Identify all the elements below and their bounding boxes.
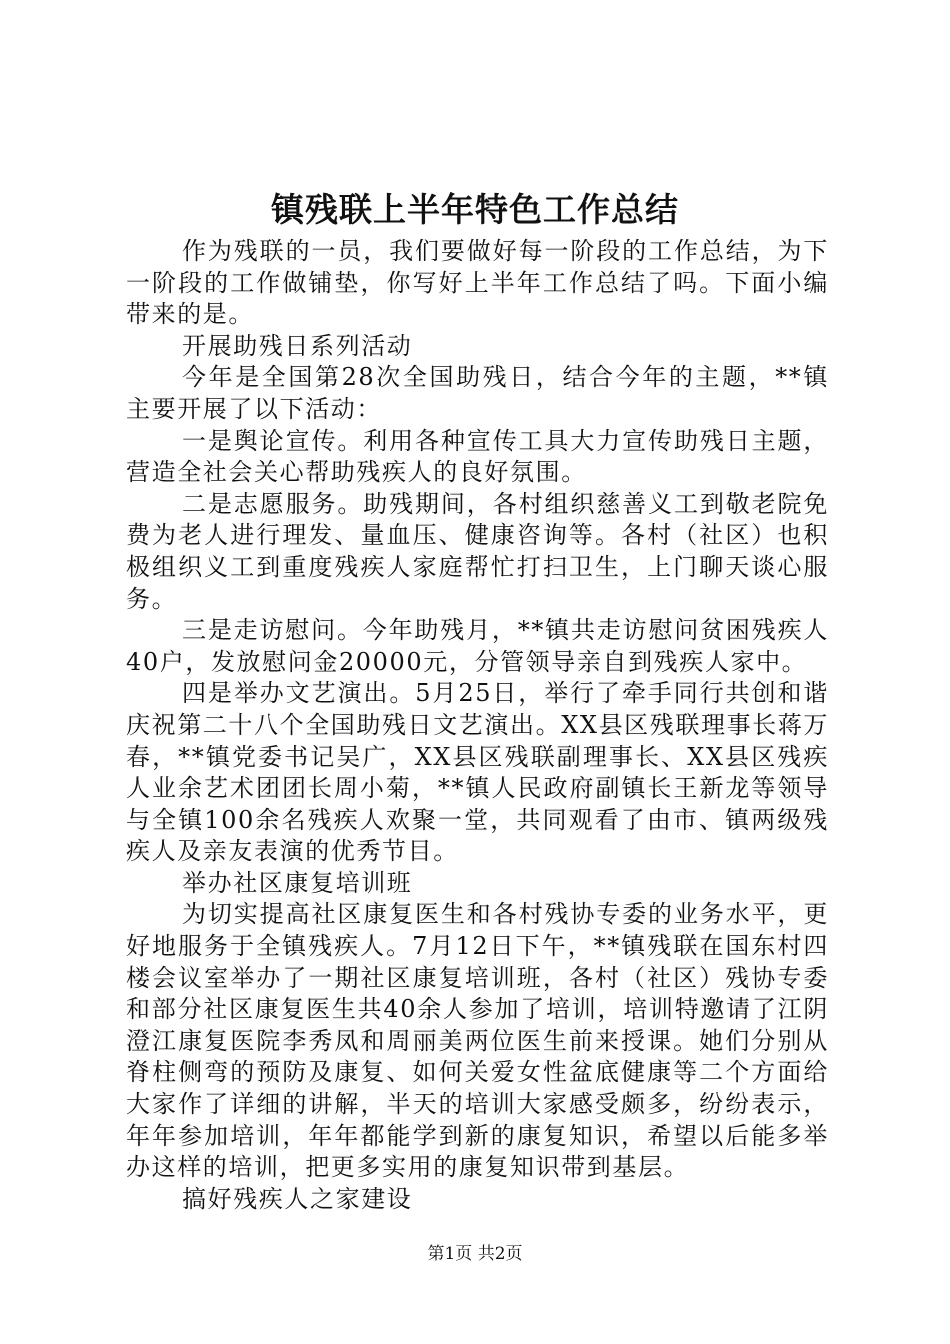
page-footer: 第1页 共2页 <box>427 1244 523 1264</box>
paragraph-performance: 四是举办文艺演出。5月25日，举行了牵手同行共创和谐庆祝第二十八个全国助残日文艺演出。XX县区残联理事长蒋万春，**镇党委书记吴广，XX县区残联副理事长、XX县区残疾人业余艺术团团长周小菊，**镇人民政府副镇长王新龙等领导与全镇100余名残疾人欢聚一堂，共同观看了由市、镇两级残疾人及亲友表演的优秀节目。 <box>126 679 829 866</box>
paragraph-publicity: 一是舆论宣传。利用各种宣传工具大力宣传助残日主题，营造全社会关心帮助残疾人的良好氛围。 <box>126 426 829 487</box>
paragraph-visits: 三是走访慰问。今年助残月，**镇共走访慰问贫困残疾人40户，发放慰问金20000元，分管领导亲自到残疾人家中。 <box>126 616 829 676</box>
paragraph-volunteer: 二是志愿服务。助残期间，各村组织慈善义工到敬老院免费为老人进行理发、量血压、健康咨询等。各村（社区）也积极组织义工到重度残疾人家庭帮忙打扫卫生，上门聊天谈心服务。 <box>126 489 829 613</box>
document-title: 镇残联上半年特色工作总结 <box>271 190 679 229</box>
paragraph-training: 为切实提高社区康复医生和各村残协专委的业务水平，更好地服务于全镇残疾人。7月12日下午，**镇残联在国东村四楼会议室举办了一期社区康复培训班，各村（社区）残协专委和部分社区康复医生共40余人参加了培训，培训特邀请了江阴澄江康复医院李秀凤和周丽美两位医生前来授课。她们分别从脊柱侧弯的预防及康复、如何关爱女性盆底健康等二个方面给大家作了详细的讲解，半天的培训大家感受颇多，纷纷表示，年年参加培训，年年都能学到新的康复知识，希望以后能多举办这样的培训，把更多实用的康复知识带到基层。 <box>126 900 829 1182</box>
section-heading-home-construction: 搞好残疾人之家建设 <box>182 1184 413 1213</box>
paragraph-activities-intro: 今年是全国第28次全国助残日，结合今年的主题，**镇主要开展了以下活动： <box>126 363 829 423</box>
section-heading-training: 举办社区康复培训班 <box>182 868 413 897</box>
document-body <box>126 236 829 1215</box>
section-heading-activities: 开展助残日系列活动 <box>182 331 413 360</box>
intro-paragraph: 作为残联的一员，我们要做好每一阶段的工作总结，为下一阶段的工作做铺垫，你写好上半年工作总结了吗。下面小编带来的是。 <box>126 237 829 329</box>
